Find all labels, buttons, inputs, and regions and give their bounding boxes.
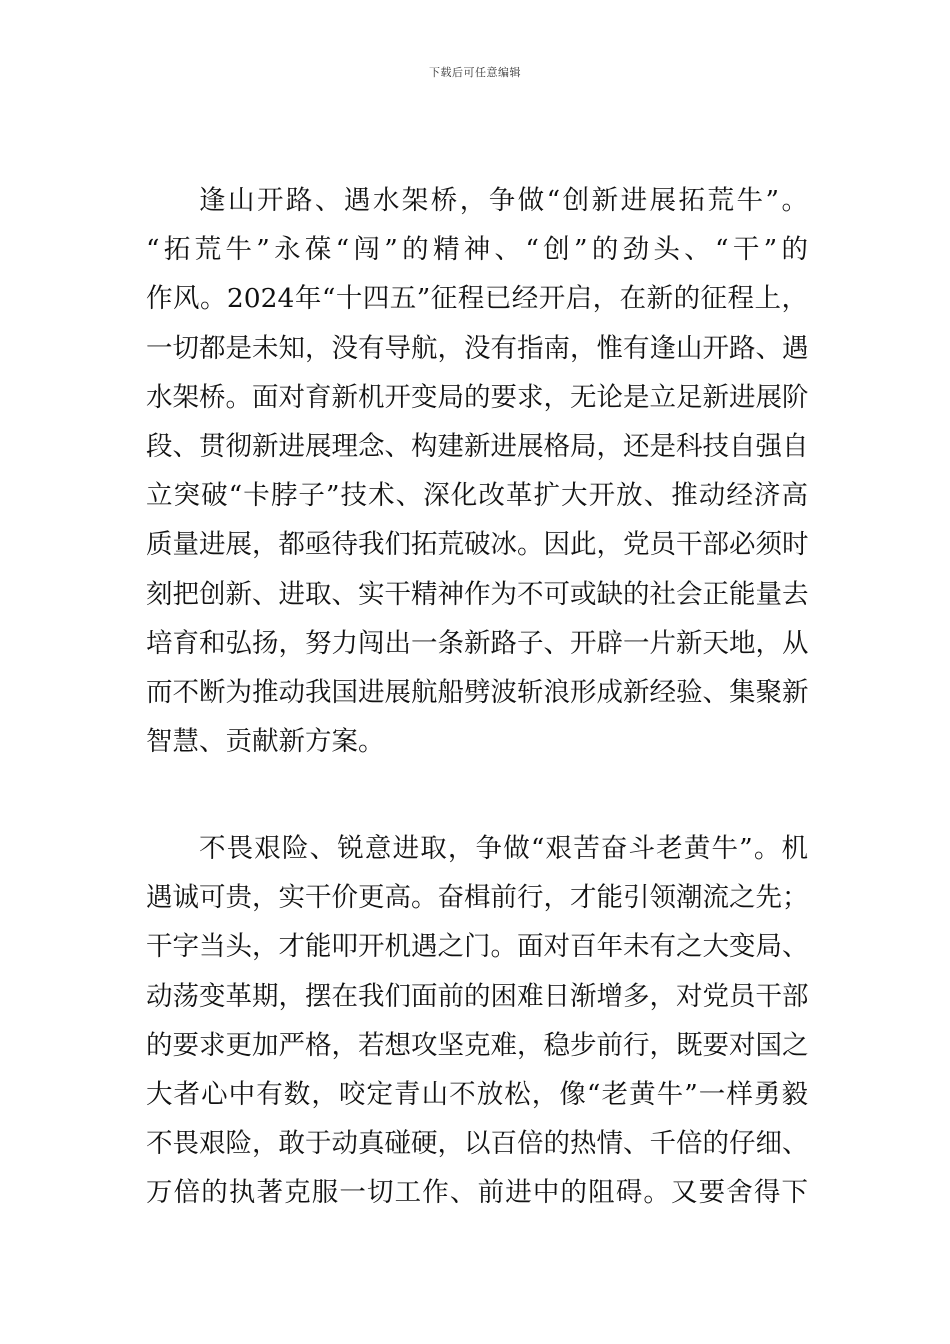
text-line: 逢山开路、遇水架桥，争做“创新进展拓荒牛”。 [199, 185, 808, 216]
text-line: 作风。2024年“十四五”征程已经开启，在新的征程上， [146, 283, 808, 315]
text-line: “拓荒牛”永葆“闯”的精神、“创”的劲头、“干”的 [146, 234, 808, 266]
text-line: 而不断为推动我国进展航船劈波斩浪形成新经验、集聚新 [146, 676, 809, 708]
page-header: 下载后可任意编辑 [429, 66, 521, 79]
text-line: 遇诚可贵，实干价更高。奋楫前行，才能引领潮流之先； [146, 882, 809, 914]
paragraph-2 [146, 824, 808, 1218]
text-line: 一切都是未知，没有导航，没有指南，惟有逢山开路、遇 [146, 332, 809, 364]
text-line: 的要求更加严格，若想攻坚克难，稳步前行，既要对国之 [146, 1029, 809, 1061]
text-line: 质量进展，都亟待我们拓荒破冰。因此，党员干部必须时 [146, 529, 809, 561]
text-line: 刻把创新、进取、实干精神作为不可或缺的社会正能量去 [146, 578, 809, 610]
paragraph-1 [146, 176, 808, 766]
text-line: 大者心中有数，咬定青山不放松，像“老黄牛”一样勇毅 [146, 1078, 808, 1110]
text-line: 动荡变革期，摆在我们面前的困难日渐增多，对党员干部 [146, 980, 809, 1012]
text-line: 培育和弘扬，努力闯出一条新路子、开辟一片新天地，从 [146, 627, 809, 659]
text-line: 万倍的执著克服一切工作、前进中的阻碍。又要舍得下 [146, 1177, 808, 1209]
text-line: 不畏艰险，敢于动真碰硬，以百倍的热情、千倍的仔细、 [146, 1128, 809, 1160]
text-line: 水架桥。面对育新机开变局的要求，无论是立足新进展阶 [146, 381, 809, 413]
text-line: 段、贯彻新进展理念、构建新进展格局，还是科技自强自 [146, 430, 809, 462]
text-line: 立突破“卡脖子”技术、深化改革扩大开放、推动经济高 [146, 480, 808, 512]
text-line: 干字当头，才能叩开机遇之门。面对百年未有之大变局、 [146, 931, 809, 963]
text-line: 不畏艰险、锐意进取，争做“艰苦奋斗老黄牛”。机 [199, 833, 808, 864]
text-line: 智慧、贡献新方案。 [146, 726, 385, 758]
